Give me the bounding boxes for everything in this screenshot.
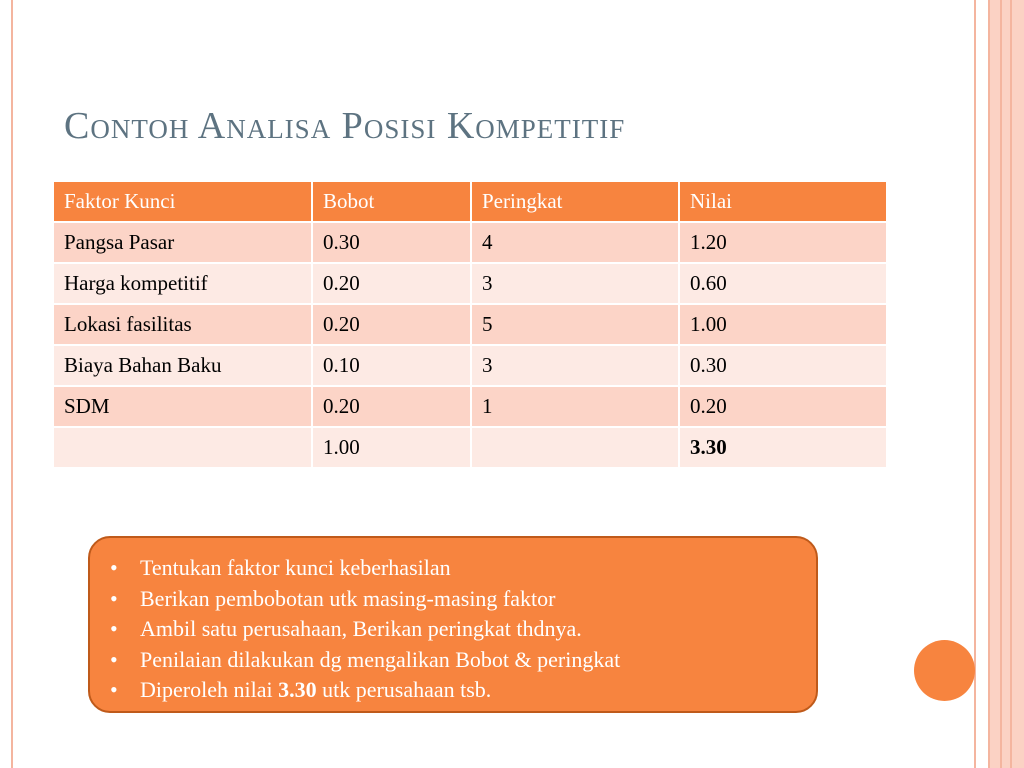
bullet-icon: • (110, 555, 118, 580)
cell-nilai-total: 3.30 (679, 427, 887, 468)
decorative-circle (914, 640, 975, 701)
bullet-icon: • (110, 616, 118, 641)
cell-bobot-total: 1.00 (312, 427, 471, 468)
decorative-stripe-line (988, 0, 990, 768)
list-item (110, 553, 816, 584)
note-text: Penilaian dilakukan dg mengalikan Bobot & peringkat (140, 646, 621, 672)
list-item (110, 584, 816, 615)
note-text: Ambil satu perusahaan, Berikan peringkat thdnya. (140, 616, 582, 641)
list-item (110, 675, 816, 706)
cell-peringkat: 3 (471, 263, 679, 304)
cell-peringkat: 3 (471, 345, 679, 386)
cell-bobot: 0.10 (312, 345, 471, 386)
table-total-row (53, 427, 887, 468)
table-row (53, 263, 887, 304)
decorative-stripe-band (990, 0, 1024, 768)
note-text-suffix: utk perusahaan tsb. (316, 677, 492, 702)
table-row (53, 386, 887, 427)
cell-faktor (53, 427, 312, 468)
cell-bobot: 0.20 (312, 386, 471, 427)
competitive-analysis-table (52, 180, 888, 469)
table-header-row (53, 181, 887, 222)
header-nilai: Nilai (679, 181, 887, 222)
cell-faktor: Harga kompetitif (53, 263, 312, 304)
note-text: Tentukan faktor kunci keberhasilan (140, 555, 451, 580)
note-text: Berikan pembobotan utk masing-masing faktor (140, 585, 556, 611)
header-faktor-kunci: Faktor Kunci (53, 181, 312, 222)
table-row (53, 345, 887, 386)
note-value: 3.30 (278, 677, 317, 702)
cell-peringkat: 4 (471, 222, 679, 263)
cell-nilai: 0.20 (679, 386, 887, 427)
cell-bobot: 0.30 (312, 222, 471, 263)
bullet-icon: • (110, 677, 118, 702)
table-row (53, 222, 887, 263)
cell-faktor: Biaya Bahan Baku (53, 345, 312, 386)
decorative-stripe-line (1010, 0, 1012, 768)
cell-bobot: 0.20 (312, 304, 471, 345)
notes-list (90, 538, 816, 706)
table-row (53, 304, 887, 345)
notes-box (88, 536, 818, 713)
header-bobot: Bobot (312, 181, 471, 222)
cell-nilai: 0.30 (679, 345, 887, 386)
cell-faktor: SDM (53, 386, 312, 427)
list-item (110, 614, 816, 645)
cell-nilai: 0.60 (679, 263, 887, 304)
slide-title: Contoh Analisa Posisi Kompetitif (64, 105, 626, 147)
list-item (110, 645, 816, 676)
cell-nilai: 1.00 (679, 304, 887, 345)
bullet-icon: • (110, 646, 118, 672)
cell-faktor: Pangsa Pasar (53, 222, 312, 263)
cell-faktor: Lokasi fasilitas (53, 304, 312, 345)
cell-peringkat (471, 427, 679, 468)
header-peringkat: Peringkat (471, 181, 679, 222)
cell-nilai: 1.20 (679, 222, 887, 263)
cell-peringkat: 1 (471, 386, 679, 427)
decorative-stripe-line (1000, 0, 1002, 768)
bullet-icon: • (110, 585, 118, 611)
note-text-prefix: Diperoleh nilai (140, 677, 279, 702)
cell-peringkat: 5 (471, 304, 679, 345)
cell-bobot: 0.20 (312, 263, 471, 304)
